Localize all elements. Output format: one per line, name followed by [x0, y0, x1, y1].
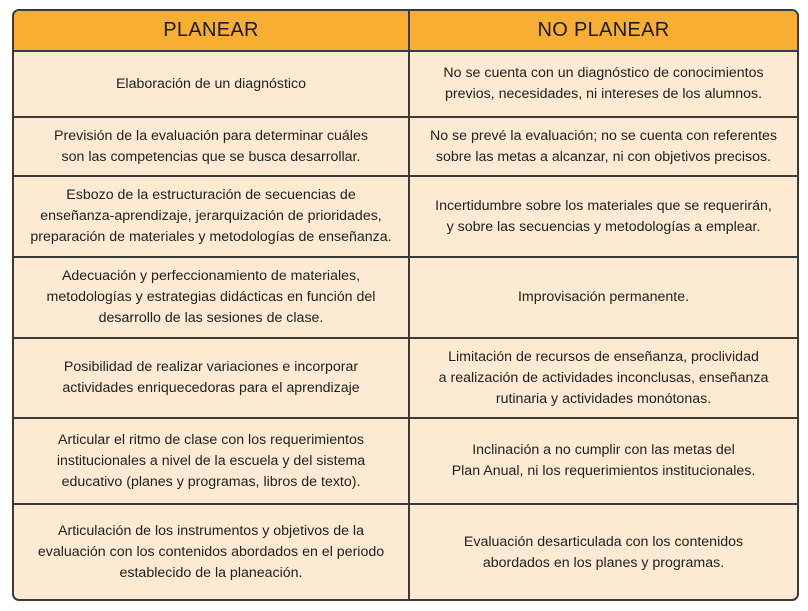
- comparison-table: [12, 9, 799, 601]
- cell-no-planear: No se prevé la evaluación; no se cuenta con referentes sobre las metas a alcanzar, ni con objetivos precisos.: [409, 117, 797, 176]
- cell-planear: Elaboración de un diagnóstico: [14, 51, 409, 117]
- cell-planear: Adecuación y perfeccionamiento de materiales, metodologías y estrategias didácticas en función del desarrollo de las sesiones de clase.: [14, 257, 409, 338]
- table-row: [14, 176, 797, 257]
- table-row: [14, 418, 797, 504]
- cell-no-planear: Improvisación permanente.: [409, 257, 797, 338]
- table-row: [14, 51, 797, 117]
- cell-planear: Previsión de la evaluación para determinar cuáles son las competencias que se busca desarrollar.: [14, 117, 409, 176]
- cell-planear: Posibilidad de realizar variaciones e incorporar actividades enriquecedoras para el aprendizaje: [14, 338, 409, 418]
- cell-no-planear: Inclinación a no cumplir con las metas del Plan Anual, ni los requerimientos institucionales.: [409, 418, 797, 504]
- header-planear: PLANEAR: [14, 11, 409, 51]
- header-no-planear: NO PLANEAR: [409, 11, 797, 51]
- cell-no-planear: Incertidumbre sobre los materiales que se requerirán, y sobre las secuencias y metodologías a emplear.: [409, 176, 797, 257]
- cell-no-planear: No se cuenta con un diagnóstico de conocimientos previos, necesidades, ni intereses de los alumnos.: [443, 65, 764, 102]
- table-row: [14, 117, 797, 176]
- table-row: [14, 338, 797, 418]
- cell-no-planear: Evaluación desarticulada con los contenidos abordados en los planes y programas.: [409, 504, 797, 600]
- table-row: [14, 504, 797, 600]
- table-row: [14, 257, 797, 338]
- cell-no-planear: Limitación de recursos de enseñanza, proclividad a realización de actividades inconclusas, enseñanza rutinaria y actividades monótonas.: [409, 338, 797, 418]
- header-row: [14, 11, 797, 51]
- planear-table: [14, 11, 797, 600]
- cell-planear: Esbozo de la estructuración de secuencias de enseñanza-aprendizaje, jerarquización de prioridades, preparación de materiales y metodologías de enseñanza.: [14, 176, 409, 257]
- cell-planear: Articular el ritmo de clase con los requerimientos institucionales a nivel de la escuela y del sistema educativo (planes y programas, libros de texto).: [14, 418, 409, 504]
- cell-planear: Articulación de los instrumentos y objetivos de la evaluación con los contenidos abordados en el periodo establecido de la planeación.: [14, 504, 409, 600]
